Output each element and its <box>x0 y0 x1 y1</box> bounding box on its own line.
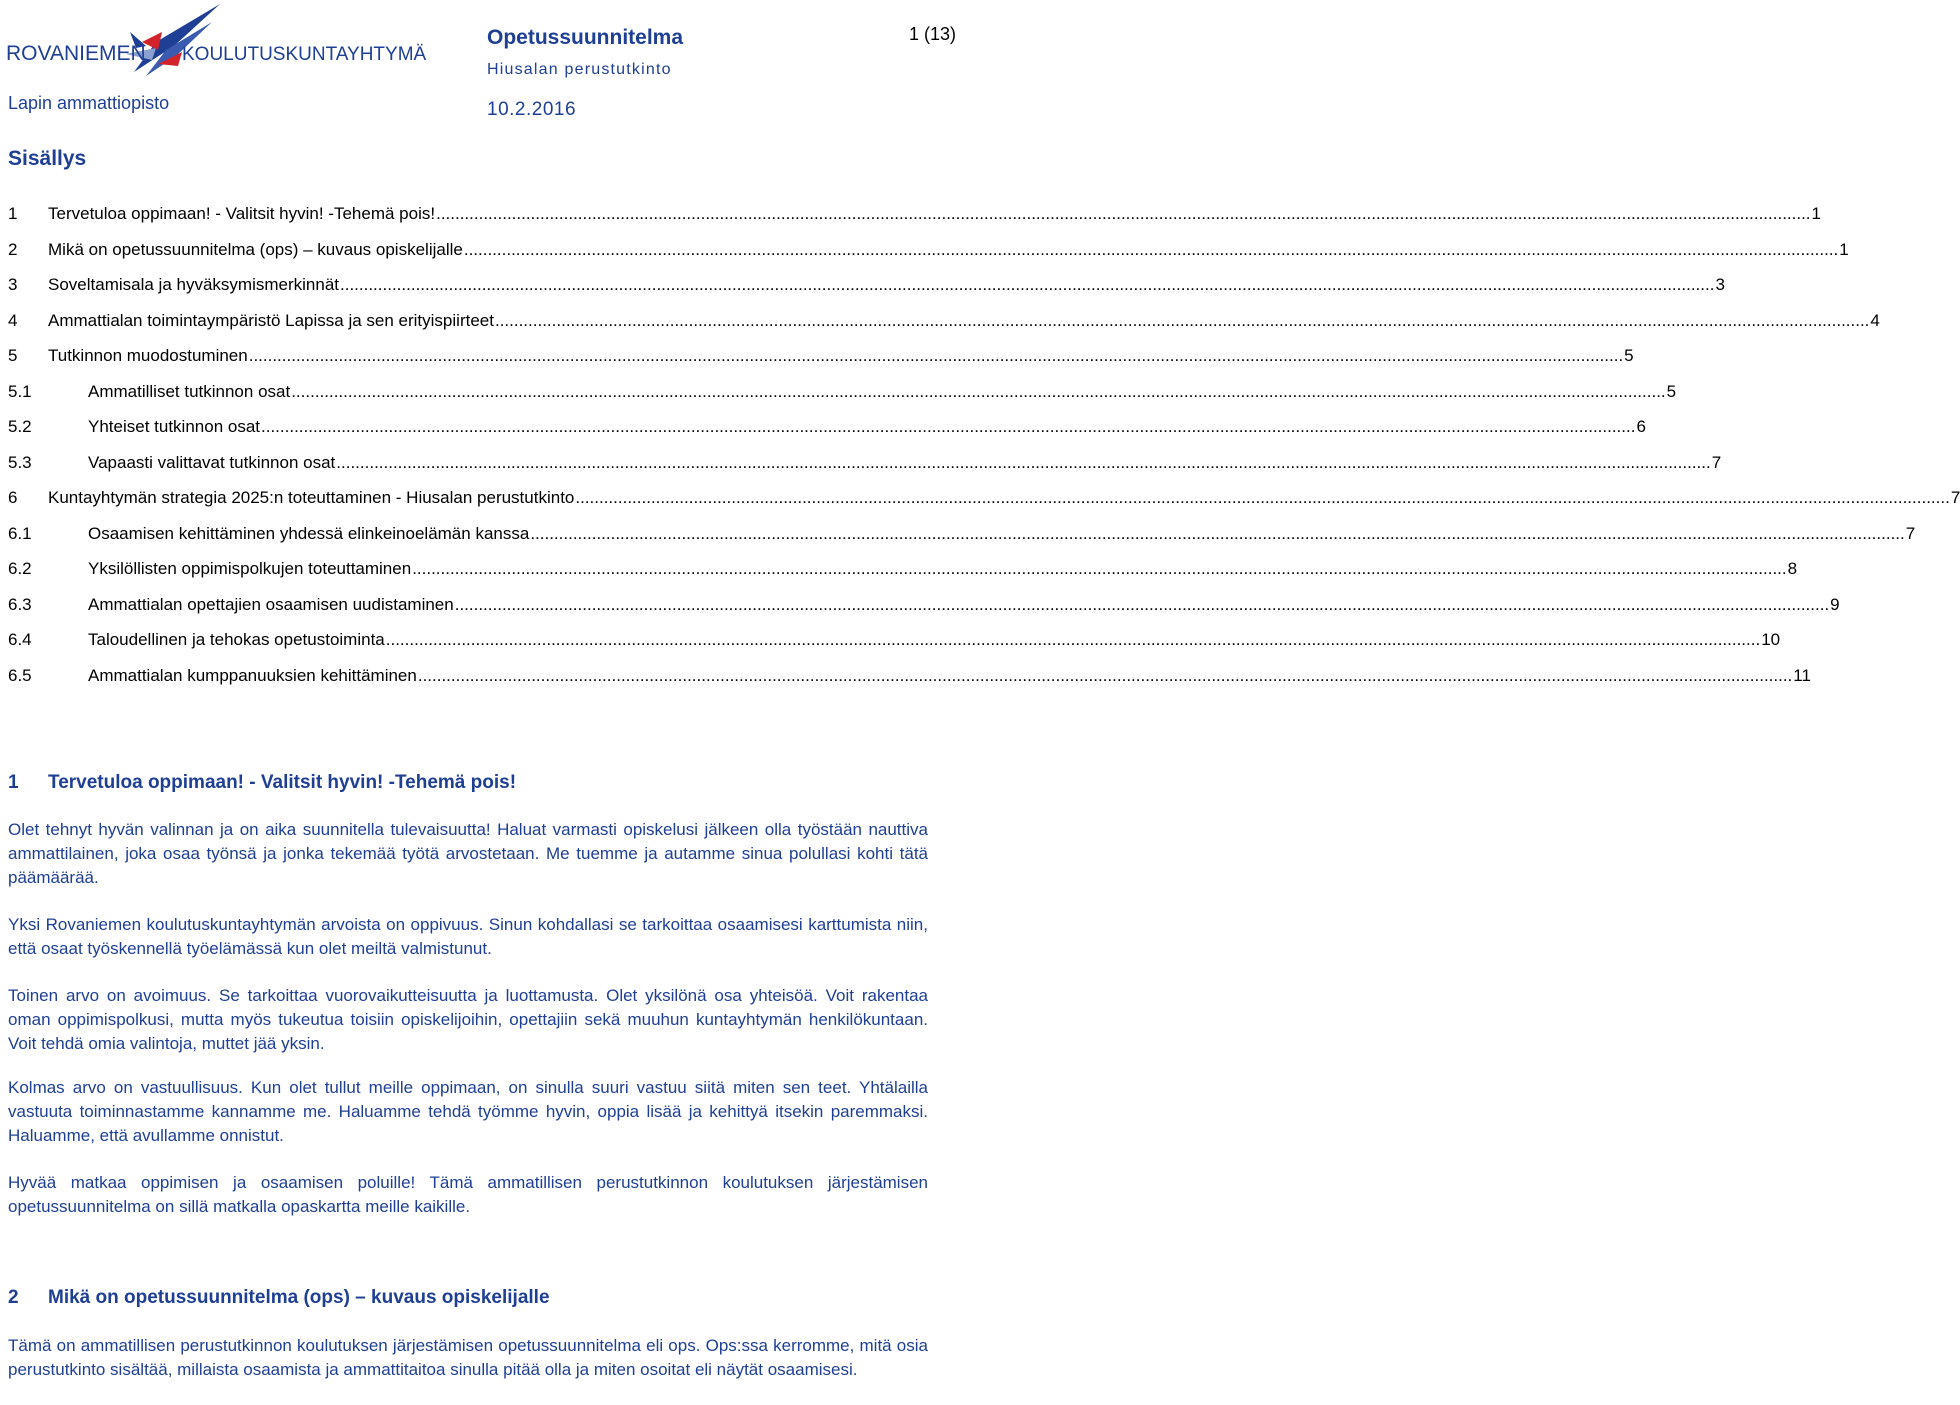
document-date: 10.2.2016 <box>487 99 577 120</box>
toc-entry-label: Yksilöllisten oppimispolkujen toteuttaminen <box>88 559 412 578</box>
toc-entry-label: Ammatilliset tutkinnon osat <box>88 381 291 401</box>
toc-entry-number: 1 <box>8 204 18 223</box>
paragraph: Olet tehnyt hyvän valinnan ja on aika suunnitella tulevaisuutta! Haluat varmasti opiskelusi jälkeen olla työstään nauttiva ammattilainen, joka osaa työnsä ja jonka tekemää työtä arvostetaan. Me tuemme ja autamme sinua polullasi kohti tätä päämäärää. <box>8 820 928 887</box>
logo-graphic <box>6 2 427 80</box>
toc-entry[interactable] <box>8 487 1960 523</box>
toc-entry-label: Tutkinnon muodostuminen <box>48 346 248 365</box>
toc-entry-page: 3 <box>1715 275 1725 294</box>
toc-entry-number: 3 <box>8 275 18 294</box>
toc-entry-number: 5.3 <box>8 452 32 472</box>
toc-entry-label: Yhteiset tutkinnon osat <box>88 417 261 436</box>
toc-dot-leader <box>340 274 1714 296</box>
section-number: 2 <box>8 1287 19 1308</box>
toc-entry-page: 7 <box>1905 523 1916 543</box>
toc-entry-label: Vapaasti valittavat tutkinnon osat <box>88 452 336 472</box>
toc-entry[interactable] <box>8 203 1821 239</box>
section-number: 1 <box>8 772 19 793</box>
toc-dot-leader <box>464 239 1838 261</box>
toc-entry-label: Ammattialan kumppanuuksien kehittäminen <box>88 665 417 685</box>
document-title: Opetussuunnitelma <box>487 26 684 49</box>
toc-entry-label: Osaamisen kehittäminen yhdessä elinkeinoelämän kanssa <box>88 523 530 543</box>
toc-entry-page: 1 <box>1811 204 1821 223</box>
toc-entry-number: 6.1 <box>8 523 32 543</box>
toc-dot-leader <box>261 416 1635 438</box>
toc-entry-page: 1 <box>1839 239 1849 259</box>
toc-dot-leader <box>495 310 1869 332</box>
toc-entry-page: 7 <box>1711 452 1722 472</box>
toc-entry[interactable] <box>8 274 1725 310</box>
toc-entry-page: 8 <box>1787 559 1798 578</box>
toc-dot-leader <box>336 452 1710 474</box>
toc-entry[interactable] <box>8 594 1840 630</box>
toc-entry-label: Soveltamisala ja hyväksymismerkinnät <box>48 275 339 294</box>
toc-dot-leader <box>249 345 1623 367</box>
toc-entry-label: Taloudellinen ja tehokas opetustoiminta <box>88 630 385 649</box>
toc-entry[interactable] <box>8 416 1646 452</box>
table-of-contents <box>8 203 1960 700</box>
toc-entry[interactable] <box>8 523 1916 559</box>
toc-heading: Sisällys <box>8 147 87 170</box>
toc-dot-leader <box>436 203 1810 225</box>
logo-text-right: KOULUTUSKUNTAYHTYMÄ <box>182 44 427 65</box>
toc-entry-label: Tervetuloa oppimaan! - Valitsit hyvin! -Tehemä pois! <box>48 204 436 223</box>
toc-entry-number: 6.3 <box>8 594 32 614</box>
toc-dot-leader <box>418 665 1792 687</box>
toc-entry-number: 6 <box>8 488 18 507</box>
toc-entry-number: 5.2 <box>8 417 32 436</box>
toc-entry[interactable] <box>8 665 1811 701</box>
organization-name: Lapin ammattiopisto <box>8 93 170 113</box>
toc-entry-number: 6.4 <box>8 630 32 649</box>
toc-dot-leader <box>530 523 1904 545</box>
toc-entry-label: Ammattialan toimintaympäristö Lapissa ja sen erityispiirteet <box>48 310 494 330</box>
toc-entry[interactable] <box>8 381 1677 417</box>
toc-entry-page: 9 <box>1830 594 1840 614</box>
toc-entry-page: 4 <box>1870 310 1880 330</box>
paragraph: Yksi Rovaniemen koulutuskuntayhtymän arvoista on oppivuus. Sinun kohdallasi se tarkoittaa osaamisesi karttumista niin, että osaat työskennellä työelämässä kun olet meiltä valmistunut. <box>8 915 928 958</box>
toc-dot-leader <box>455 594 1829 616</box>
logo-star-icon <box>126 4 220 76</box>
toc-entry[interactable] <box>8 629 1781 665</box>
toc-entry-page: 5 <box>1666 381 1677 401</box>
toc-entry[interactable] <box>8 239 1849 275</box>
toc-entry[interactable] <box>8 345 1634 381</box>
paragraph: Toinen arvo on avoimuus. Se tarkoittaa vuorovaikutteisuutta ja luottamusta. Olet yksilönä osa yhteisöä. Voit rakentaa oman oppimispolkusi, mutta myös tukeutua toisiin opiskelijoihin, opettajiin sekä muuhun kuntayhtymän henkilökuntaan. Voit tehdä omia valintoja, muttet jää yksin. <box>8 986 928 1053</box>
section-2-heading <box>8 1287 550 1309</box>
section-title: Tervetuloa oppimaan! - Valitsit hyvin! -Tehemä pois! <box>48 772 517 793</box>
toc-entry-number: 2 <box>8 239 18 259</box>
page-header <box>0 0 960 130</box>
toc-dot-leader <box>575 487 1949 509</box>
toc-entry[interactable] <box>8 558 1798 594</box>
toc-dot-leader <box>412 558 1786 580</box>
toc-entry-number: 6.5 <box>8 665 32 685</box>
toc-entry-page: 10 <box>1761 630 1781 649</box>
section-title: Mikä on opetussuunnitelma (ops) – kuvaus opiskelijalle <box>48 1287 550 1308</box>
paragraph: Kolmas arvo on vastuullisuus. Kun olet tullut meille oppimaan, on sinulla suuri vastuu siitä miten sen teet. Yhtälailla vastuuta toiminnastamme kannamme me. Haluamme tehdä työmme hyvin, oppia lisää ja kehittyä itsekin paremmaksi. Haluamme, että avullamme onnistut. <box>8 1078 928 1145</box>
toc-entry[interactable] <box>8 310 1880 346</box>
toc-entry-number: 5.1 <box>8 381 32 401</box>
paragraph: Hyvää matkaa oppimisen ja osaamisen poluille! Tämä ammatillisen perustutkinnon koulutuksen järjestämisen opetussuunnitelma on sillä matkalla opaskartta meille kaikille. <box>8 1173 928 1216</box>
toc-entry-number: 5 <box>8 346 18 365</box>
toc-dot-leader <box>291 381 1665 403</box>
toc-entry-number: 4 <box>8 310 18 330</box>
toc-entry-label: Kuntayhtymän strategia 2025:n toteuttaminen - Hiusalan perustutkinto <box>48 488 575 507</box>
toc-entry-page: 5 <box>1624 346 1634 365</box>
toc-entry-label: Mikä on opetussuunnitelma (ops) – kuvaus opiskelijalle <box>48 239 463 259</box>
toc-entry-page: 7 <box>1950 488 1960 507</box>
toc-entry[interactable] <box>8 452 1722 488</box>
toc-entry-page: 6 <box>1636 417 1646 436</box>
organization-logo <box>6 2 427 80</box>
toc-dot-leader <box>386 629 1760 651</box>
document-subtitle: Hiusalan perustutkinto <box>487 61 672 78</box>
section-1-heading <box>8 772 516 794</box>
toc-entry-label: Ammattialan opettajien osaamisen uudistaminen <box>88 594 454 614</box>
logo-text-left: ROVANIEMEN <box>6 42 146 65</box>
toc-entry-page: 11 <box>1793 665 1811 685</box>
page-number: 1 (13) <box>908 24 956 44</box>
toc-entry-number: 6.2 <box>8 559 32 578</box>
paragraph: Tämä on ammatillisen perustutkinnon koulutuksen järjestämisen opetussuunnitelma eli ops. Ops:ssa kerromme, mitä osia perustutkinto sisältää, millaista osaamista ja ammattitaitoa sinulla pitää olla ja miten osoitat eli näytät osaamisesi. <box>8 1336 928 1379</box>
